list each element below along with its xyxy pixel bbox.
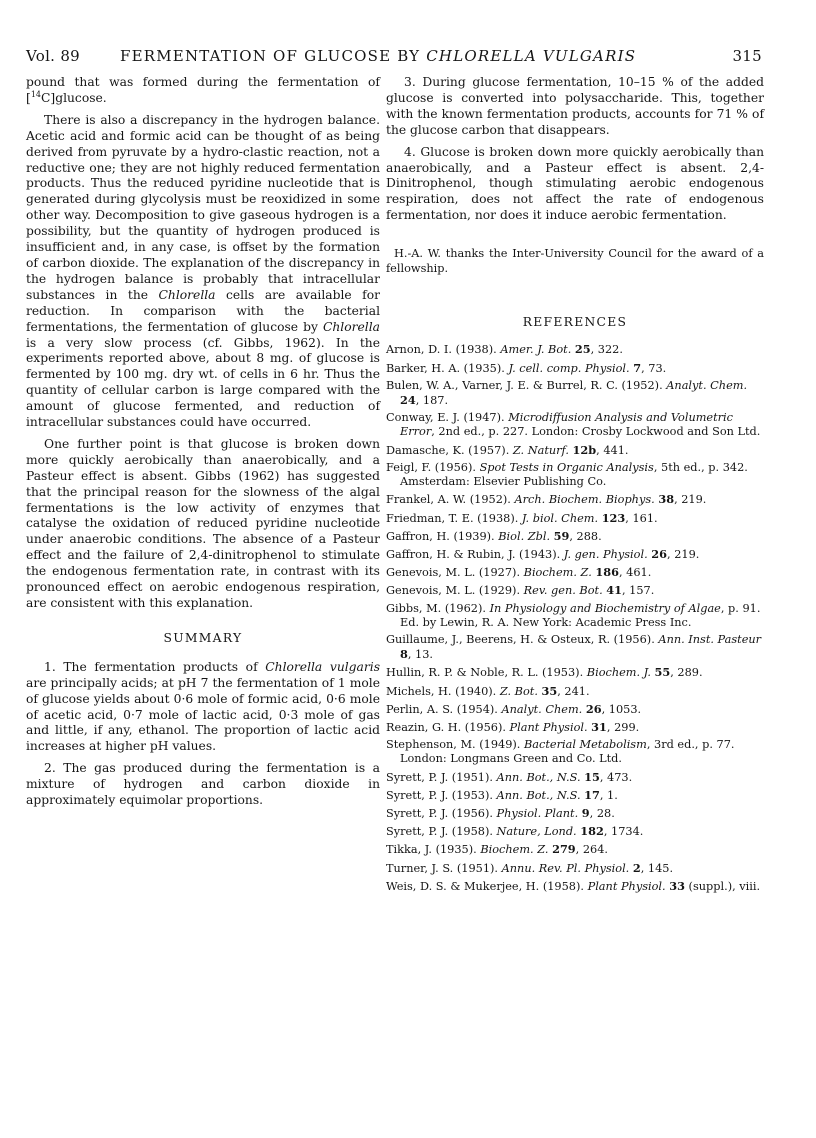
- reference-pages: , 145.: [640, 861, 674, 875]
- reference-source: Z. Bot.: [499, 684, 538, 698]
- reference-volume: 186: [595, 565, 619, 580]
- paragraph-hydrogen-balance: [26, 113, 380, 431]
- reference-entry: [386, 770, 764, 785]
- reference-pages: , 299.: [606, 720, 640, 734]
- reference-source: Analyt. Chem.: [501, 702, 583, 716]
- reference-volume: 25: [574, 342, 591, 357]
- reference-source: Biol. Zbl.: [498, 529, 551, 543]
- reference-volume: 15: [584, 769, 600, 784]
- reference-entry: [386, 738, 764, 766]
- reference-entry: [386, 702, 764, 717]
- text-run: pound that was formed during the fermentation of [: [26, 75, 380, 105]
- summary-item-1: [26, 660, 380, 755]
- reference-volume: 26: [585, 701, 602, 716]
- reference-entry: [386, 379, 764, 408]
- reference-source: Arch. Biochem. Biophys.: [514, 493, 655, 507]
- reference-pages: , 73.: [641, 361, 667, 375]
- reference-pages: , 157.: [622, 584, 655, 598]
- reference-source: Microdiffusion Analysis and Volumetric Error: [400, 411, 733, 439]
- reference-volume: 26: [651, 546, 668, 561]
- reference-volume: 33: [669, 878, 685, 893]
- reference-volume: 12b: [572, 442, 597, 457]
- running-title-organism: CHLORELLA VULGARIS: [426, 47, 637, 65]
- reference-pages: , 473.: [599, 770, 633, 784]
- reference-source: Annu. Rev. Pl. Physiol.: [501, 861, 630, 875]
- reference-entry: [386, 824, 764, 839]
- reference-entry: [386, 361, 764, 376]
- reference-authors: Gaffron, H. & Rubin, J. (1943).: [386, 547, 564, 561]
- reference-source: Ann. Bot., N.S.: [496, 788, 581, 802]
- reference-authors: Guillaume, J., Beerens, H. & Osteux, R. (1956).: [386, 632, 659, 646]
- reference-pages: , 289.: [670, 666, 703, 680]
- right-column: [386, 75, 764, 897]
- reference-authors: Syrett, P. J. (1958).: [386, 825, 497, 839]
- text-run: are principally acids; at pH 7 the fermentation of 1 mole of glucose yields about 0·6 mole of formic acid, 0·6 mole of acetic acid, 0·7 mole of lactic acid, 0·3 mole of gas and little, if any, ethanol. The proportion of lactic acid increases at higher pH values.: [26, 675, 380, 754]
- reference-entry: [386, 461, 764, 489]
- reference-pages: (suppl.), viii.: [684, 879, 761, 893]
- reference-source: Amer. J. Bot.: [500, 343, 572, 357]
- reference-source: Nature, Lond.: [496, 825, 577, 839]
- reference-authors: Damasche, K. (1957).: [386, 443, 513, 457]
- reference-volume: 182: [580, 824, 604, 839]
- references-heading: REFERENCES: [522, 314, 628, 329]
- reference-pages: , 219.: [667, 547, 700, 561]
- reference-source: Spot Tests in Organic Analysis: [479, 460, 654, 474]
- reference-pages: , 1.: [599, 788, 618, 802]
- reference-volume: 17: [584, 787, 600, 802]
- running-title-prefix: FERMENTATION OF GLUCOSE BY: [120, 47, 427, 65]
- reference-volume: 38: [658, 492, 675, 507]
- reference-authors: Bulen, W. A., Varner, J. E. & Burrel, R. C. (1952).: [386, 378, 667, 392]
- reference-entry: [386, 720, 764, 735]
- reference-pages: , 461.: [618, 566, 652, 580]
- reference-authors: Frankel, A. W. (1952).: [386, 493, 515, 507]
- reference-authors: Syrett, P. J. (1951).: [386, 770, 497, 784]
- reference-authors: Weis, D. S. & Mukerjee, H. (1958).: [386, 879, 588, 893]
- reference-entry: [386, 665, 764, 680]
- volume-label: Vol. 89: [26, 47, 81, 65]
- reference-entry: [386, 861, 764, 876]
- reference-pages: , 288.: [569, 529, 602, 543]
- reference-volume: 35: [541, 683, 558, 698]
- reference-authors: Friedman, T. E. (1938).: [386, 511, 522, 525]
- organism-name: Chlorella vulgaris: [265, 659, 380, 674]
- reference-pages: , 2nd ed., p. 227. London: Crosby Lockwood and Son Ltd.: [431, 425, 761, 439]
- reference-pages: , 13.: [407, 648, 434, 662]
- summary-heading: SUMMARY: [163, 630, 243, 645]
- paragraph-pasteur-effect: One further point is that glucose is broken down more quickly aerobically than anaerobically, and a Pasteur effect is absent. Gibbs (1962) has suggested that the principal reason for the slowness of the algal fermentations is the low activity of enzymes that catalyse the oxidation of reduced pyridine nucleotide under anaerobic conditions. The absence of a Pasteur effect and the failure of 2,4-dinitrophenol to stimulate the endogenous fermentation rate, in contrast with its pronounced effect on aerobic endogenous respiration, are consistent with this explanation.: [26, 436, 380, 610]
- reference-pages: , 5th ed., p. 342. Amsterdam: Elsevier Publishing Co.: [400, 460, 748, 489]
- summary-list-continued: [386, 75, 764, 224]
- reference-authors: Genevois, M. L. (1929).: [386, 584, 524, 598]
- reference-entry: [386, 342, 764, 357]
- summary-list: [26, 660, 380, 809]
- left-column: [26, 75, 380, 809]
- reference-authors: Tikka, J. (1935).: [386, 843, 481, 857]
- running-title: [120, 47, 636, 65]
- reference-entry: [386, 842, 764, 857]
- acknowledgement: H.-A. W. thanks the Inter-University Council for the award of a fellowship.: [386, 247, 764, 276]
- reference-source: Z. Naturf.: [512, 443, 569, 457]
- reference-source: Rev. gen. Bot.: [523, 584, 603, 598]
- reference-pages: , 28.: [589, 806, 615, 820]
- text-run: cells are available for reduction. In comparison with the bacterial fermentations, the fermentation of glucose by: [26, 287, 380, 334]
- reference-authors: Genevois, M. L. (1927).: [386, 566, 524, 580]
- reference-pages: , 187.: [415, 394, 449, 408]
- references-section: [386, 315, 764, 894]
- reference-authors: Stephenson, M. (1949).: [386, 738, 524, 752]
- reference-list: [386, 342, 764, 894]
- reference-source: J. cell. comp. Physiol.: [508, 361, 630, 375]
- reference-authors: Reazin, G. H. (1956).: [386, 720, 510, 734]
- reference-entry: [386, 684, 764, 699]
- reference-authors: Syrett, P. J. (1956).: [386, 806, 497, 820]
- reference-volume: 7: [633, 360, 642, 375]
- reference-authors: Hullin, R. P. & Noble, R. L. (1953).: [386, 666, 587, 680]
- reference-source: Physiol. Plant.: [496, 806, 579, 820]
- text-run: C]glucose.: [41, 90, 107, 105]
- text-run: There is also a discrepancy in the hydrogen balance. Acetic acid and formic acid can be thought of as being derived from pyruvate by a hydro-clastic reaction, not a reductive one; they are not highly reduced fermentation products. Thus the reduced pyridine nucleotide that is generated during glycolysis must be reoxidized in some other way. Decomposition to give gaseous hydrogen is a possibility, but the quantity of hydrogen produced is insufficient and, in any case, is offset by the formation of carbon dioxide. The explanation of the discrepancy in the hydrogen balance is probably that intracellular substances in the: [26, 112, 380, 302]
- reference-source: Plant Physiol.: [509, 720, 588, 734]
- reference-entry: [386, 583, 764, 598]
- reference-volume: 55: [654, 665, 671, 680]
- summary-item-4: 4. Glucose is broken down more quickly aerobically than anaerobically, and a Pasteur effect is absent. 2,4-Dinitrophenol, though stimulating aerobic endogenous respiration, does not affect the rate of endogenous fermentation, nor does it induce aerobic fermentation.: [386, 144, 764, 223]
- reference-pages: , 161.: [625, 511, 658, 525]
- reference-volume: 9: [581, 805, 590, 820]
- reference-pages: , 3rd ed., p. 77. London: Longmans Green and Co. Ltd.: [400, 738, 735, 766]
- reference-volume: 24: [400, 393, 416, 408]
- paragraph-continued: [26, 75, 380, 107]
- reference-entry: [386, 602, 764, 630]
- reference-volume: 279: [552, 842, 576, 857]
- reference-entry: [386, 492, 764, 507]
- reference-source: Analyt. Chem.: [666, 378, 748, 392]
- reference-source: In Physiology and Biochemistry of Algae: [489, 601, 721, 615]
- isotope-superscript: 14: [30, 89, 41, 99]
- reference-pages: , p. 91. Ed. by Lewin, R. A. New York: Academic Press Inc.: [400, 601, 761, 629]
- text-run: 1. The fermentation products of: [44, 659, 266, 674]
- reference-source: Bacterial Metabolism: [523, 738, 647, 752]
- reference-entry: [386, 547, 764, 562]
- page-number: 315: [732, 47, 762, 65]
- reference-entry: [386, 565, 764, 580]
- reference-authors: Conway, E. J. (1947).: [386, 411, 509, 425]
- reference-pages: , 264.: [575, 843, 609, 857]
- reference-entry: [386, 788, 764, 803]
- reference-volume: 2: [632, 860, 641, 875]
- reference-entry: [386, 411, 764, 439]
- reference-source: Biochem. Z.: [480, 843, 549, 857]
- reference-volume: 59: [553, 528, 570, 543]
- reference-authors: Gaffron, H. (1939).: [386, 529, 499, 543]
- reference-authors: Gibbs, M. (1962).: [386, 601, 490, 615]
- reference-authors: Feigl, F. (1956).: [386, 460, 480, 474]
- reference-pages: , 219.: [674, 493, 707, 507]
- reference-volume: 123: [601, 510, 626, 525]
- reference-pages: , 1053.: [601, 702, 642, 716]
- reference-pages: , 241.: [557, 684, 590, 698]
- reference-source: J. biol. Chem.: [521, 511, 599, 525]
- reference-pages: , 1734.: [603, 825, 644, 839]
- running-header: [26, 47, 762, 69]
- reference-volume: 31: [591, 719, 607, 734]
- reference-pages: , 322.: [590, 343, 623, 357]
- reference-entry: [386, 806, 764, 821]
- reference-source: Ann. Inst. Pasteur: [658, 632, 762, 646]
- summary-item-2: 2. The gas produced during the fermentation is a mixture of hydrogen and carbon dioxide in approximately equimolar proportions.: [26, 761, 380, 808]
- reference-volume: 41: [606, 583, 622, 598]
- reference-entry: [386, 633, 764, 662]
- reference-volume: 8: [400, 647, 408, 662]
- reference-entry: [386, 511, 764, 526]
- reference-authors: Perlin, A. S. (1954).: [386, 702, 502, 716]
- reference-authors: Barker, H. A. (1935).: [386, 361, 509, 375]
- text-run: is a very slow process (cf. Gibbs, 1962). In the experiments reported above, about 8 mg. of glucose is fermented by 100 mg. dry wt. of cells in 6 hr. Thus the quantity of cellular carbon is large compared with the amount of glucose fermented, and reduction of intracellular substances could have occurred.: [26, 335, 380, 430]
- reference-source: Plant Physiol.: [587, 879, 666, 893]
- reference-entry: [386, 879, 764, 894]
- reference-source: Biochem. Z.: [523, 566, 592, 580]
- reference-source: Biochem. J.: [586, 666, 651, 680]
- organism-name: Chlorella: [322, 319, 380, 334]
- reference-source: J. gen. Physiol.: [563, 547, 648, 561]
- reference-authors: Arnon, D. I. (1938).: [386, 343, 501, 357]
- reference-authors: Michels, H. (1940).: [386, 684, 500, 698]
- reference-pages: , 441.: [596, 443, 629, 457]
- summary-item-3: 3. During glucose fermentation, 10–15 % of the added glucose is converted into polysaccharide. This, together with the known fermentation products, accounts for 71 % of the glucose carbon that disappears.: [386, 75, 764, 137]
- reference-entry: [386, 529, 764, 544]
- reference-entry: [386, 443, 764, 458]
- reference-authors: Syrett, P. J. (1953).: [386, 788, 497, 802]
- organism-name: Chlorella: [158, 287, 216, 302]
- reference-authors: Turner, J. S. (1951).: [386, 861, 502, 875]
- reference-source: Ann. Bot., N.S.: [496, 770, 581, 784]
